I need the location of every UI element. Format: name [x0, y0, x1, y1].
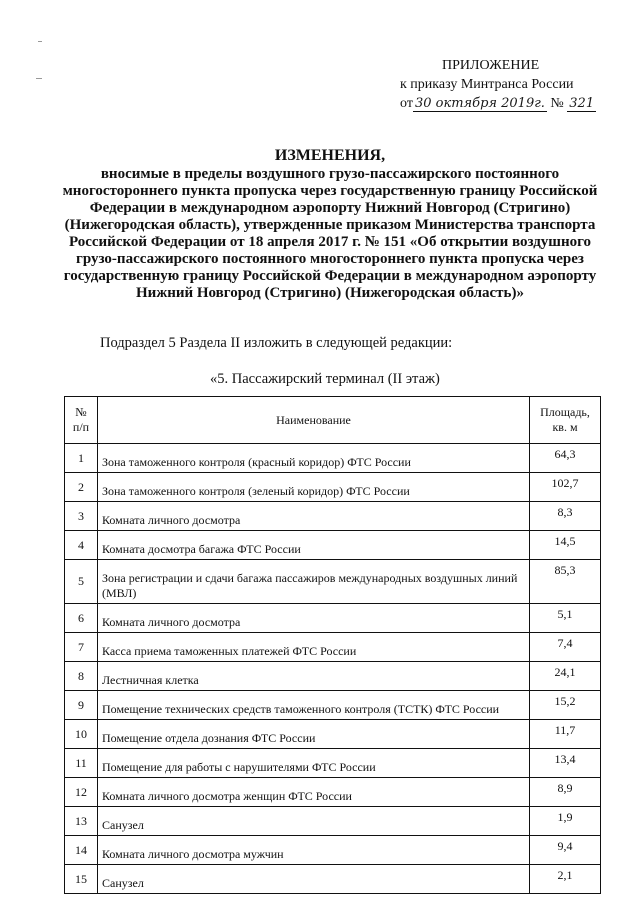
- document-title: [60, 147, 600, 302]
- order-reference: к приказу Минтранса России: [400, 77, 574, 92]
- row-name: Зона таможенного контроля (зеленый коридор) ФТС России: [98, 473, 530, 502]
- scan-mark: [38, 41, 42, 42]
- table-row: [65, 502, 601, 531]
- row-name: Зона регистрации и сдачи багажа пассажиров международных воздушных линий (МВЛ): [98, 560, 530, 604]
- row-area: 2,1: [530, 865, 601, 894]
- row-name: Касса приема таможенных платежей ФТС России: [98, 633, 530, 662]
- instruction-text: Подраздел 5 Раздела II изложить в следующей редакции:: [100, 335, 453, 351]
- row-name: Помещение отдела дознания ФТС России: [98, 720, 530, 749]
- row-number: 11: [65, 749, 98, 778]
- row-area: 13,4: [530, 749, 601, 778]
- row-name: Зона таможенного контроля (красный коридор) ФТС России: [98, 444, 530, 473]
- row-name: Помещение технических средств таможенного контроля (ТСТК) ФТС России: [98, 691, 530, 720]
- row-number: 13: [65, 807, 98, 836]
- row-name: Санузел: [98, 865, 530, 894]
- table-row: [65, 807, 601, 836]
- row-area: 64,3: [530, 444, 601, 473]
- table-row: [65, 560, 601, 604]
- premises-table: [64, 396, 601, 894]
- row-number: 5: [65, 560, 98, 604]
- row-number: 8: [65, 662, 98, 691]
- row-area: 1,9: [530, 807, 601, 836]
- table-row: [65, 633, 601, 662]
- table-row: [65, 865, 601, 894]
- row-area: 102,7: [530, 473, 601, 502]
- table-row: [65, 604, 601, 633]
- title-body: вносимые в пределы воздушного грузо-пассажирского постоянного многостороннего пункта пропуска через государственную границу Российской Федерации в международном аэропорту Нижний Новгород (Стригино) (Нижегородская область), утвержденные приказом Министерства транспорта Российской Федерации от 18 апреля 2017 г. № 151 «Об открытии воздушного грузо-пассажирского постоянного многостороннего пункта пропуска через государственную границу Российской Федерации в международном аэропорту Нижний Новгород (Стригино) (Нижегородская область)»: [62, 166, 598, 301]
- appendix-header: [400, 56, 600, 113]
- row-area: 8,9: [530, 778, 601, 807]
- title-heading: ИЗМЕНЕНИЯ,: [274, 147, 386, 164]
- row-area: 8,3: [530, 502, 601, 531]
- row-number: 1: [65, 444, 98, 473]
- handwritten-number: 321: [569, 96, 595, 111]
- row-number: 2: [65, 473, 98, 502]
- table-body: [65, 444, 601, 894]
- row-number: 6: [65, 604, 98, 633]
- table-row: [65, 720, 601, 749]
- row-name: Комната личного досмотра: [98, 502, 530, 531]
- table-row: [65, 444, 601, 473]
- scan-mark: [36, 78, 42, 79]
- row-name: Комната личного досмотра женщин ФТС России: [98, 778, 530, 807]
- table-row: [65, 473, 601, 502]
- row-number: 3: [65, 502, 98, 531]
- subsection-title: «5. Пассажирский терминал (II этаж): [210, 371, 440, 387]
- row-name: Лестничная клетка: [98, 662, 530, 691]
- row-area: 5,1: [530, 604, 601, 633]
- row-area: 9,4: [530, 836, 601, 865]
- row-number: 15: [65, 865, 98, 894]
- appendix-label: ПРИЛОЖЕНИЕ: [442, 58, 540, 73]
- row-number: 14: [65, 836, 98, 865]
- table-header-row: [65, 397, 601, 444]
- row-name: Комната личного досмотра: [98, 604, 530, 633]
- table-row: [65, 662, 601, 691]
- row-area: 15,2: [530, 691, 601, 720]
- table-row: [65, 749, 601, 778]
- table-row: [65, 778, 601, 807]
- table-row: [65, 531, 601, 560]
- row-area: 24,1: [530, 662, 601, 691]
- order-date-number: [400, 94, 600, 113]
- number-prefix: №: [550, 96, 564, 111]
- row-area: 11,7: [530, 720, 601, 749]
- header-num: № п/п: [65, 397, 98, 444]
- row-area: 85,3: [530, 560, 601, 604]
- header-area: Площадь, кв. м: [530, 397, 601, 444]
- row-name: Помещение для работы с нарушителями ФТС России: [98, 749, 530, 778]
- row-area: 7,4: [530, 633, 601, 662]
- row-name: Комната личного досмотра мужчин: [98, 836, 530, 865]
- row-number: 10: [65, 720, 98, 749]
- row-name: Комната досмотра багажа ФТС России: [98, 531, 530, 560]
- header-name: Наименование: [98, 397, 530, 444]
- row-area: 14,5: [530, 531, 601, 560]
- row-number: 7: [65, 633, 98, 662]
- table-row: [65, 691, 601, 720]
- row-number: 4: [65, 531, 98, 560]
- handwritten-date: 30 октября 2019г.: [414, 96, 545, 111]
- table-row: [65, 836, 601, 865]
- row-name: Санузел: [98, 807, 530, 836]
- date-prefix: от: [400, 96, 413, 111]
- row-number: 12: [65, 778, 98, 807]
- row-number: 9: [65, 691, 98, 720]
